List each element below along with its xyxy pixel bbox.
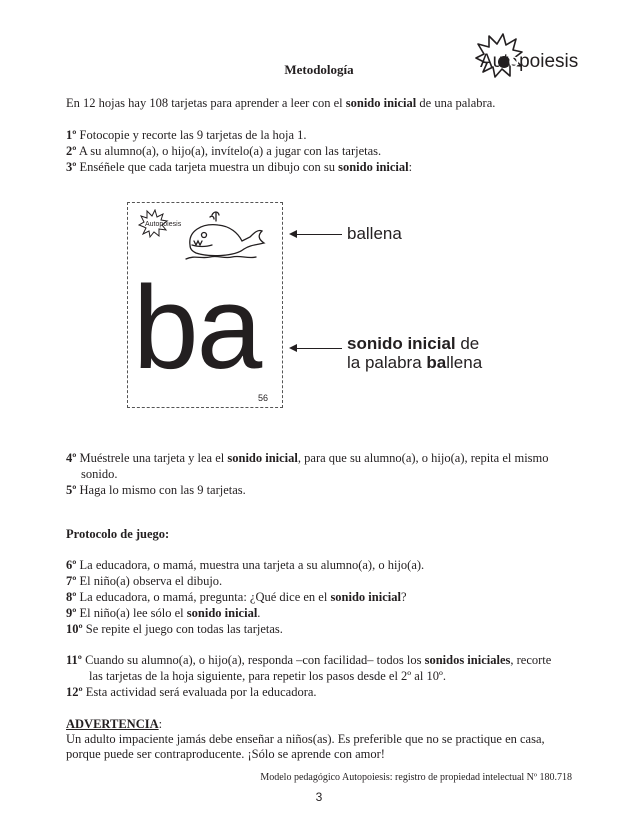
step-number: 12º <box>66 685 83 699</box>
step-bold: sonidos iniciales <box>424 653 511 667</box>
arrow-sound-line <box>296 348 342 349</box>
protocol-heading: Protocolo de juego: <box>66 527 170 541</box>
step-text-end: , recorte <box>510 653 552 667</box>
step-text: El niño(a) observa el dibujo. <box>76 574 223 588</box>
card-syllable: ba <box>133 262 261 394</box>
whale-icon <box>184 211 268 261</box>
step-12 <box>66 684 317 700</box>
step-number: 8º <box>66 590 77 604</box>
warning-line-2: porque puede ser contraproducente. ¡Sólo se aprende con amor! <box>66 747 385 761</box>
step-text: Haga lo mismo con las 9 tarjetas. <box>76 483 246 497</box>
label-line2-bold: ba <box>426 353 447 372</box>
step-6 <box>66 557 424 573</box>
intro-text: En 12 hojas hay 108 tarjetas para aprender a leer con el <box>66 96 346 110</box>
step-bold: sonido inicial <box>338 160 409 174</box>
step-number: 11º <box>66 653 82 667</box>
intro-paragraph <box>66 95 495 111</box>
label-line2-text: la palabra <box>347 353 427 372</box>
step-text: Enséñele que cada tarjeta muestra un dibujo con su <box>76 160 339 174</box>
step-text: Se repite el juego con todas las tarjetas. <box>82 622 283 636</box>
step-text: La educadora, o mamá, muestra una tarjeta a su alumno(a), o hijo(a). <box>76 558 425 572</box>
label-sound-text: de <box>455 334 480 353</box>
step-11-continuation: las tarjetas de la hoja siguiente, para repetir los pasos desde el 2º al 10º. <box>89 669 446 683</box>
step-2 <box>66 143 381 159</box>
step-7 <box>66 573 222 589</box>
card-number: 56 <box>257 393 268 403</box>
label-sound-line2 <box>347 354 482 372</box>
label-sound-line1 <box>347 335 479 353</box>
step-4-continuation: sonido. <box>81 467 118 481</box>
step-text: Esta actividad será evaluada por la educadora. <box>82 685 317 699</box>
page-title: Metodología <box>284 62 354 77</box>
intro-bold: sonido inicial <box>345 96 417 110</box>
card-logo-text: Autopoiesis <box>145 221 182 228</box>
step-text: El niño(a) lee sólo el <box>76 606 187 620</box>
step-1 <box>66 127 307 143</box>
step-number: 6º <box>66 558 77 572</box>
step-text: La educadora, o mamá, pregunta: ¿Qué dice en el <box>76 590 331 604</box>
label-line2-end: llena <box>446 353 483 372</box>
step-number: 3º <box>66 160 77 174</box>
step-number: 4º <box>66 451 77 465</box>
warning-line-1: Un adulto impaciente jamás debe enseñar a niños(as). Es preferible que no se practique en casa, <box>66 732 545 746</box>
step-bold: sonido inicial <box>186 606 258 620</box>
step-text-end: , para que su alumno(a), o hijo(a), repita el mismo <box>297 451 549 465</box>
footer-credit: Modelo pedagógico Autopoiesis: registro de propiedad intelectual Nº 180.718 <box>260 772 572 783</box>
step-text: Muéstrele una tarjeta y lea el <box>76 451 228 465</box>
step-number: 1º <box>66 128 77 142</box>
step-3 <box>66 159 412 175</box>
step-number: 7º <box>66 574 77 588</box>
step-bold: sonido inicial <box>330 590 401 604</box>
warning-colon: : <box>158 717 163 731</box>
step-11 <box>66 652 551 668</box>
page-number: 3 <box>315 790 323 804</box>
step-number: 9º <box>66 606 77 620</box>
step-text-end: . <box>257 606 261 620</box>
warning-heading <box>66 716 162 732</box>
step-9 <box>66 605 260 621</box>
arrow-word-line <box>296 234 342 235</box>
step-text-end: : <box>408 160 413 174</box>
step-10 <box>66 621 283 637</box>
intro-text-end: de una palabra. <box>416 96 496 110</box>
sample-card <box>127 202 283 408</box>
step-text: Fotocopie y recorte las 9 tarjetas de la hoja 1. <box>76 128 307 142</box>
logo-text-o: o <box>508 51 520 72</box>
step-text: A su alumno(a), o hijo(a), invítelo(a) a jugar con las tarjetas. <box>76 144 382 158</box>
step-number: 10º <box>66 622 83 636</box>
step-number: 2º <box>66 144 77 158</box>
label-sound-bold: sonido inicial <box>347 334 456 353</box>
step-8 <box>66 589 407 605</box>
label-word: ballena <box>347 224 402 243</box>
step-5 <box>66 482 246 498</box>
step-bold: sonido inicial <box>227 451 298 465</box>
step-number: 5º <box>66 483 77 497</box>
warning-title: ADVERTENCIA <box>66 717 159 731</box>
card-logo <box>138 209 188 239</box>
logo-text-poiesis: poiesis <box>519 51 579 72</box>
logo-text-aut: Aut <box>480 51 509 72</box>
step-text: Cuando su alumno(a), o hijo(a), responda –con facilidad– todos los <box>81 653 425 667</box>
step-4 <box>66 450 549 466</box>
step-text-end: ? <box>400 590 407 604</box>
